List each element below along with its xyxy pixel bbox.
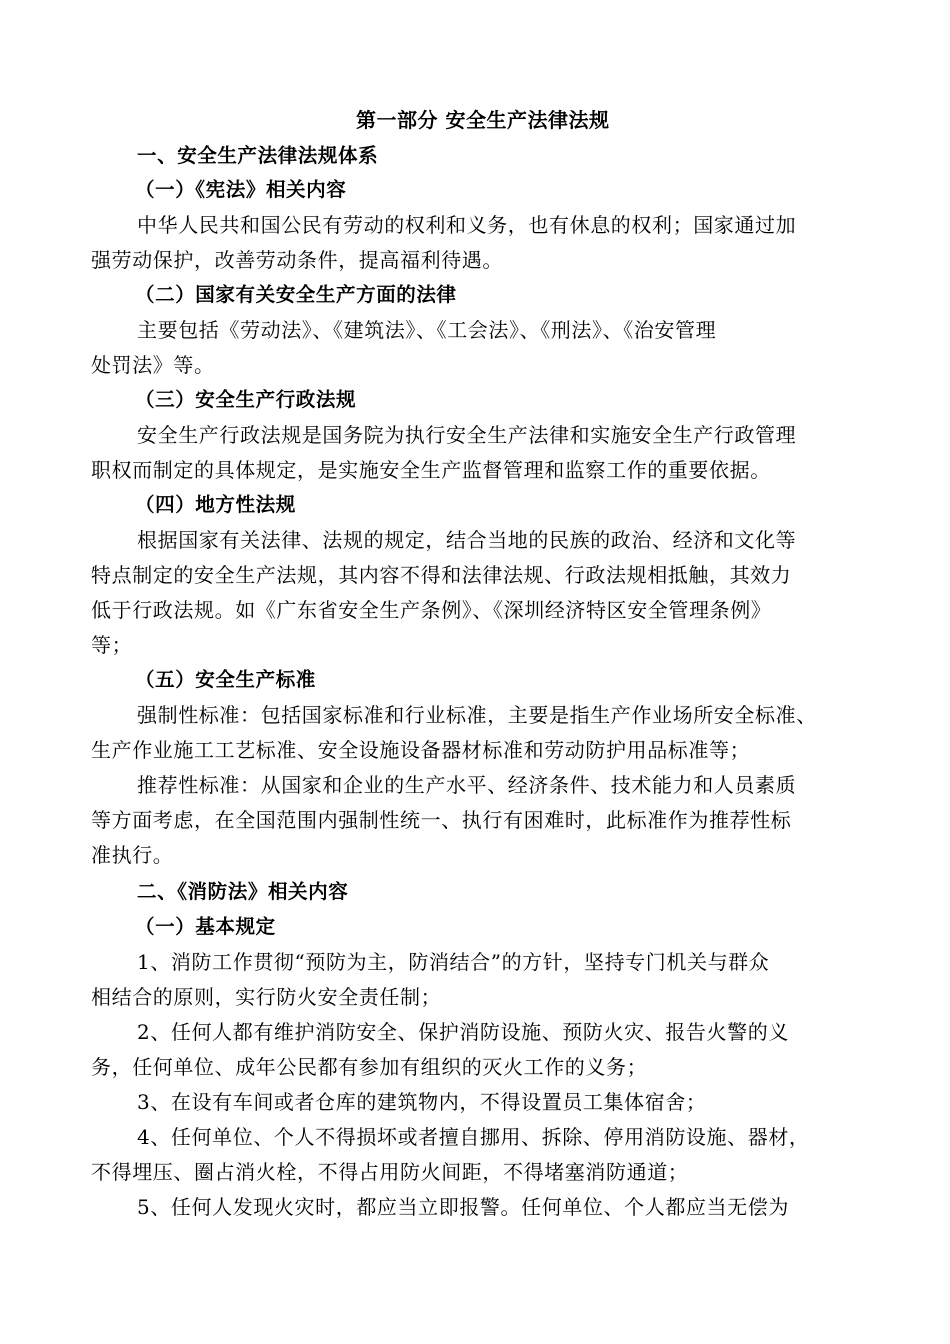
paragraph-line: 等方面考虑，在全国范围内强制性统一、执行有困难时，此标准作为推荐性标 [91, 808, 792, 832]
section-heading-2: 二、《消防法》相关内容 [137, 880, 349, 903]
paragraph-line: 低于行政法规。如《广东省安全生产条例》、《深圳经济特区安全管理条例》 [91, 598, 772, 622]
paragraph-line: 推荐性标准：从国家和企业的生产水平、经济条件、技术能力和人员素质 [137, 773, 797, 797]
paragraph-line: 主要包括《劳动法》、《建筑法》、《工会法》、《刑法》、《治安管理 [137, 318, 717, 342]
paragraph-line: 5、任何人发现火灾时，都应当立即报警。任何单位、个人都应当无偿为 [137, 1195, 789, 1219]
paragraph-line: 3、在设有车间或者仓库的建筑物内，不得设置员工集体宿舍； [137, 1090, 707, 1114]
subsection-heading-1-3: （三）安全生产行政法规 [135, 388, 357, 411]
paragraph-line: 4、任何单位、个人不得损坏或者擅自挪用、拆除、停用消防设施、器材， [137, 1125, 810, 1149]
paragraph-line: 2、任何人都有维护消防安全、保护消防设施、预防火灾、报告火警的义 [137, 1020, 789, 1044]
paragraph-line: 准执行。 [91, 843, 174, 867]
paragraph-line: 职权而制定的具体规定，是实施安全生产监督管理和监察工作的重要依据。 [91, 458, 771, 482]
subsection-heading-1-2: （二）国家有关安全生产方面的法律 [135, 283, 457, 306]
paragraph-line: 相结合的原则，实行防火安全责任制； [91, 985, 442, 1009]
subsection-heading-1-4: （四）地方性法规 [135, 493, 296, 516]
paragraph-line: 处罚法》等。 [91, 353, 215, 377]
paragraph-line: 强劳动保护，改善劳动条件，提高福利待遇。 [91, 248, 503, 272]
paragraph-line: 特点制定的安全生产法规，其内容不得和法律法规、行政法规相抵触，其效力 [91, 563, 792, 587]
subsection-heading-1-1: （一）《宪法》相关内容 [135, 178, 347, 201]
subsection-heading-2-1: （一）基本规定 [135, 915, 276, 938]
paragraph-line: 生产作业施工工艺标准、安全设施设备器材标准和劳动防护用品标准等； [91, 738, 751, 762]
paragraph-line: 等； [91, 633, 133, 657]
section-heading-1: 一、安全生产法律法规体系 [137, 144, 379, 167]
paragraph-line: 不得埋压、圈占消火栓，不得占用防火间距，不得堵塞消防通道； [91, 1160, 689, 1184]
paragraph-line: 根据国家有关法律、法规的规定，结合当地的民族的政治、经济和文化等 [137, 528, 797, 552]
paragraph-line: 1、消防工作贯彻“预防为主，防消结合”的方针，坚持专门机关与群众 [137, 950, 770, 974]
paragraph-line: 强制性标准：包括国家标准和行业标准，主要是指生产作业场所安全标准、 [137, 703, 817, 727]
paragraph-line: 安全生产行政法规是国务院为执行安全生产法律和实施安全生产行政管理 [137, 423, 797, 447]
paragraph-line: 务，任何单位、成年公民都有参加有组织的灭火工作的义务； [91, 1055, 648, 1079]
paragraph-line: 中华人民共和国公民有劳动的权利和义务，也有休息的权利；国家通过加 [137, 213, 797, 237]
document-title: 第一部分 安全生产法律法规 [356, 108, 610, 132]
subsection-heading-1-5: （五）安全生产标准 [135, 668, 316, 691]
